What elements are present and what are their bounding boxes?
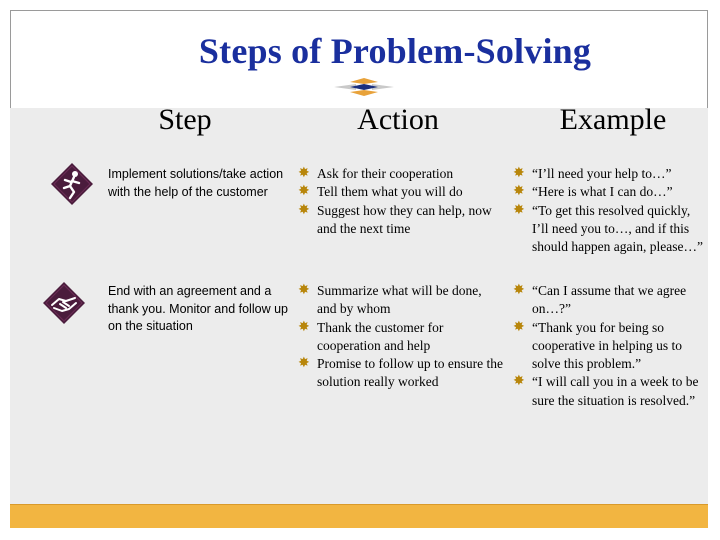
bullet-icon: ✸	[298, 319, 310, 335]
list-item: ✸ “Here is what I can do…”	[513, 183, 707, 201]
list-item: ✸ “Can I assume that we agree on…?”	[513, 283, 687, 317]
title-ornament-icon	[330, 76, 398, 98]
page-title: Steps of Problem-Solving	[198, 31, 592, 71]
row-1-examples	[513, 165, 707, 256]
list-item: ✸ “To get this resolved quickly, I’ll need you to…, and if this should happen again, please…”	[513, 202, 703, 255]
bullet-icon: ✸	[298, 283, 310, 298]
list-item: ✸ Suggest how they can help, now and the next time	[298, 202, 492, 236]
bullet-icon: ✸	[298, 356, 310, 372]
column-header-example: Example	[559, 103, 667, 136]
list-item: ✸ “Thank you for being so cooperative in helping us to solve this problem.”	[513, 319, 682, 372]
bullet-icon: ✸	[513, 374, 525, 390]
row-1-actions	[298, 165, 506, 238]
column-header-action: Action	[357, 103, 439, 136]
bullet-icon: ✸	[513, 184, 525, 200]
bullet-icon: ✸	[513, 283, 525, 298]
bullet-icon: ✸	[298, 202, 310, 218]
step-1-text: Implement solutions/take action with the help of the customer	[108, 167, 284, 199]
bullet-icon: ✸	[513, 166, 525, 181]
step-2-text: End with an agreement and a thank you. Monitor and follow up on the situation	[108, 284, 288, 333]
column-header-step: Step	[158, 103, 212, 136]
list-item: ✸ Promise to follow up to ensure the solution really worked	[298, 356, 503, 390]
list-item: ✸ Thank the customer for cooperation and help	[298, 319, 444, 353]
bullet-icon: ✸	[513, 202, 525, 218]
list-item: ✸ Tell them what you will do	[298, 183, 506, 201]
footer-bar	[10, 504, 708, 528]
list-item: ✸ Ask for their cooperation	[298, 165, 506, 183]
bullet-icon: ✸	[298, 166, 310, 181]
list-item: ✸ Summarize what will be done, and by whom	[298, 283, 482, 317]
list-item: ✸ “I will call you in a week to be sure the situation is resolved.”	[513, 374, 699, 408]
handshake-icon	[42, 281, 86, 325]
running-figure-icon	[50, 162, 94, 206]
list-item: ✸ “I’ll need your help to…”	[513, 165, 707, 183]
bullet-icon: ✸	[513, 319, 525, 335]
bullet-icon: ✸	[298, 184, 310, 200]
row-2-examples	[513, 282, 707, 410]
row-2-actions	[298, 282, 504, 392]
